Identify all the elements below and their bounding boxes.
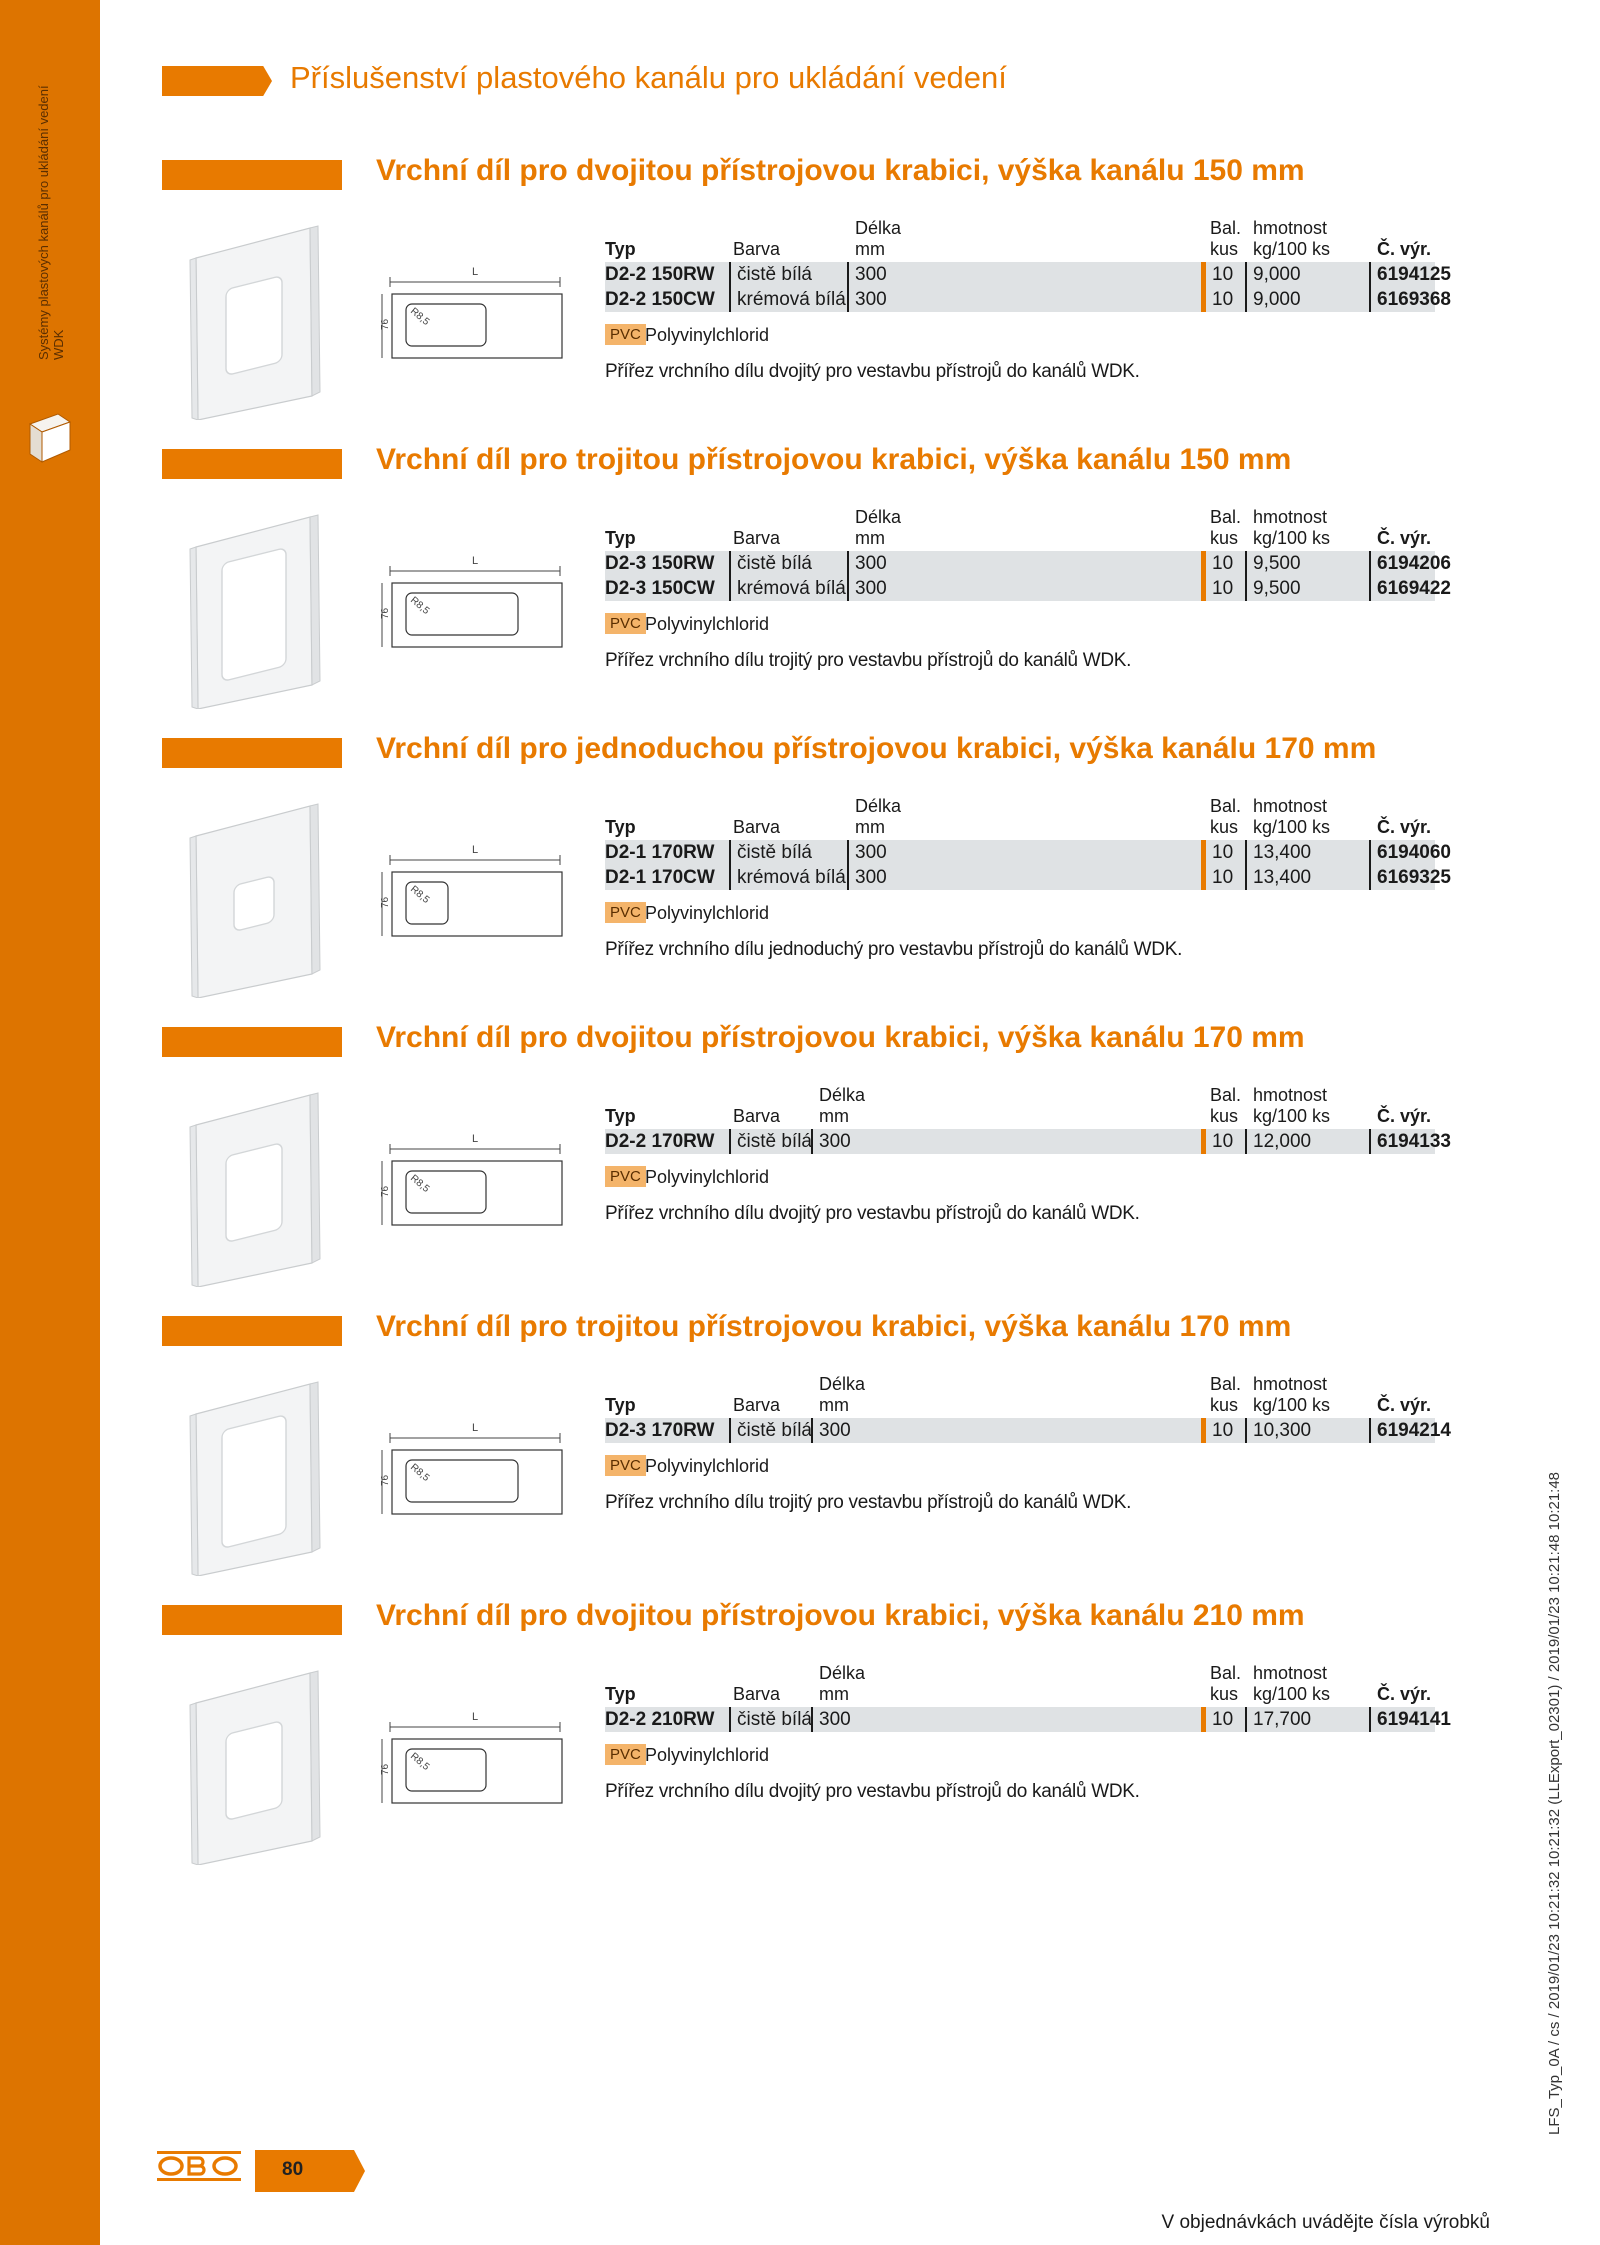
- header-bal-unit: kus: [1210, 817, 1239, 837]
- header-tab: [162, 66, 272, 96]
- section-bar: [162, 1027, 342, 1057]
- material-line: [605, 319, 1435, 351]
- svg-text:L: L: [471, 555, 479, 567]
- header-bal: Bal.: [1210, 507, 1242, 527]
- header-barva: Barva: [733, 239, 781, 259]
- header-typ: Typ: [605, 1106, 636, 1126]
- header-bal-unit: kus: [1210, 1106, 1239, 1126]
- product-image: [188, 1087, 338, 1287]
- svg-text:76: 76: [380, 896, 391, 908]
- header-delka: Délka: [855, 796, 902, 816]
- product-table: [605, 1374, 1451, 1514]
- header-cislo: Č. výr.: [1377, 528, 1432, 548]
- header-hmotnost: hmotnost: [1253, 1085, 1328, 1105]
- cell-hmotnost: 9,000: [1245, 262, 1301, 287]
- section-title: Vrchní díl pro dvojitou přístrojovou krabici, výška kanálu 210 mm: [376, 1599, 1305, 1632]
- header-delka: Délka: [855, 507, 902, 527]
- table-row: [605, 551, 1451, 576]
- cell-delka: 300: [811, 1129, 851, 1154]
- table-row: [605, 1418, 1451, 1443]
- svg-text:L: L: [471, 1422, 479, 1434]
- product-description: Přířez vrchního dílu jednoduchý pro vestavbu přístrojů do kanálů WDK.: [605, 939, 1183, 960]
- svg-text:76: 76: [380, 318, 391, 330]
- cell-cislo: 6194125: [1369, 262, 1451, 287]
- table-row: [605, 1707, 1451, 1732]
- header-hmotnost-unit: kg/100 ks: [1253, 528, 1331, 548]
- product-section-5: [0, 1310, 1600, 1606]
- cell-typ: D2-2 170RW: [605, 1131, 715, 1152]
- technical-drawing: [380, 549, 570, 659]
- header-bal-unit: kus: [1210, 239, 1239, 259]
- header-hmotnost-unit: kg/100 ks: [1253, 1395, 1331, 1415]
- material-line: [605, 608, 1435, 640]
- svg-text:L: L: [471, 266, 479, 278]
- table-row: [605, 287, 1451, 312]
- cell-typ: D2-2 150RW: [605, 264, 715, 285]
- cell-barva: čistě bílá: [729, 1707, 812, 1732]
- header-bal: Bal.: [1210, 796, 1242, 816]
- technical-drawing: [380, 260, 570, 370]
- panel-opening: [226, 1721, 282, 1821]
- cell-hmotnost: 12,000: [1245, 1129, 1311, 1154]
- cell-cislo: 6194141: [1369, 1707, 1451, 1732]
- material-badge: PVC: [605, 1455, 646, 1476]
- cell-typ: D2-2 150CW: [605, 289, 715, 310]
- svg-text:76: 76: [380, 1474, 391, 1486]
- svg-text:76: 76: [380, 607, 391, 619]
- product-image: [188, 798, 338, 998]
- header-typ: Typ: [605, 528, 636, 548]
- panel-opening: [226, 1143, 282, 1243]
- technical-drawing: [380, 1127, 570, 1237]
- header-cislo: Č. výr.: [1377, 817, 1432, 837]
- material-line: [605, 1450, 1435, 1482]
- cell-delka: 300: [811, 1418, 851, 1443]
- header-hmotnost-unit: kg/100 ks: [1253, 239, 1331, 259]
- section-bar: [162, 449, 342, 479]
- material-name: Polyvinylchlorid: [645, 1167, 770, 1187]
- cell-barva: čistě bílá: [729, 551, 812, 576]
- header-delka-unit: mm: [819, 1106, 849, 1126]
- cell-barva: krémová bílá: [729, 865, 846, 890]
- product-description: Přířez vrchního dílu dvojitý pro vestavbu přístrojů do kanálů WDK.: [605, 1203, 1140, 1224]
- header-barva: Barva: [733, 1684, 781, 1704]
- header-delka: Délka: [819, 1085, 866, 1105]
- section-bar: [162, 160, 342, 190]
- header-bal-unit: kus: [1210, 1395, 1239, 1415]
- cell-barva: čistě bílá: [729, 1129, 812, 1154]
- header-delka-unit: mm: [855, 528, 885, 548]
- product-image: [188, 1376, 338, 1576]
- cell-hmotnost: 10,300: [1245, 1418, 1311, 1443]
- table-row: [605, 1129, 1451, 1154]
- product-section-4: [0, 1021, 1600, 1317]
- cell-bal: 10: [1201, 551, 1233, 576]
- header-typ: Typ: [605, 1395, 636, 1415]
- cell-cislo: 6169368: [1369, 287, 1451, 312]
- cell-bal: 10: [1201, 1129, 1233, 1154]
- table-header: [605, 507, 1435, 551]
- panel-opening: [226, 276, 282, 376]
- cell-hmotnost: 13,400: [1245, 865, 1311, 890]
- material-name: Polyvinylchlorid: [645, 1456, 770, 1476]
- table-header: [605, 796, 1435, 840]
- cell-typ: D2-1 170CW: [605, 867, 715, 888]
- cell-bal: 10: [1201, 1707, 1233, 1732]
- header-hmotnost-unit: kg/100 ks: [1253, 1106, 1331, 1126]
- section-bar: [162, 738, 342, 768]
- product-table: [605, 507, 1451, 672]
- product-section-2: [0, 443, 1600, 739]
- header-bal: Bal.: [1210, 218, 1242, 238]
- header-cislo: Č. výr.: [1377, 1395, 1432, 1415]
- cell-delka: 300: [811, 1707, 851, 1732]
- header-bal: Bal.: [1210, 1374, 1242, 1394]
- technical-drawing: [380, 838, 570, 948]
- product-table: [605, 218, 1451, 383]
- product-description: Přířez vrchního dílu trojitý pro vestavbu přístrojů do kanálů WDK.: [605, 650, 1132, 671]
- cell-delka: 300: [847, 262, 887, 287]
- cell-bal: 10: [1201, 1418, 1233, 1443]
- header-cislo: Č. výr.: [1377, 239, 1432, 259]
- section-bar: [162, 1605, 342, 1635]
- header-barva: Barva: [733, 528, 781, 548]
- panel-opening: [222, 548, 286, 682]
- page-number-tab: [255, 2150, 365, 2192]
- material-name: Polyvinylchlorid: [645, 903, 770, 923]
- cell-cislo: 6169325: [1369, 865, 1451, 890]
- cell-delka: 300: [847, 576, 887, 601]
- material-line: [605, 897, 1435, 929]
- header-hmotnost: hmotnost: [1253, 218, 1328, 238]
- panel-opening: [222, 1415, 286, 1549]
- header-hmotnost: hmotnost: [1253, 1663, 1328, 1683]
- panel-opening: [234, 876, 274, 932]
- product-description: Přířez vrchního dílu trojitý pro vestavbu přístrojů do kanálů WDK.: [605, 1492, 1132, 1513]
- cell-barva: čistě bílá: [729, 840, 812, 865]
- header-delka-unit: mm: [855, 817, 885, 837]
- table-row: [605, 262, 1451, 287]
- cell-barva: krémová bílá: [729, 576, 846, 601]
- header-hmotnost: hmotnost: [1253, 796, 1328, 816]
- material-line: [605, 1161, 1435, 1193]
- cell-delka: 300: [847, 551, 887, 576]
- cell-bal: 10: [1201, 576, 1233, 601]
- svg-text:R8,5: R8,5: [408, 883, 432, 906]
- svg-text:76: 76: [380, 1763, 391, 1775]
- header-bal: Bal.: [1210, 1663, 1242, 1683]
- product-table: [605, 1085, 1451, 1225]
- cell-hmotnost: 9,500: [1245, 551, 1301, 576]
- material-name: Polyvinylchlorid: [645, 614, 770, 634]
- table-header: [605, 1085, 1435, 1129]
- cell-hmotnost: 9,500: [1245, 576, 1301, 601]
- header-barva: Barva: [733, 1395, 781, 1415]
- section-title: Vrchní díl pro dvojitou přístrojovou krabici, výška kanálu 170 mm: [376, 1021, 1305, 1054]
- svg-text:R8,5: R8,5: [408, 1461, 432, 1484]
- header-cislo: Č. výr.: [1377, 1684, 1432, 1704]
- material-name: Polyvinylchlorid: [645, 325, 770, 345]
- header-typ: Typ: [605, 1684, 636, 1704]
- header-barva: Barva: [733, 1106, 781, 1126]
- cell-delka: 300: [847, 840, 887, 865]
- cell-bal: 10: [1201, 262, 1233, 287]
- header-bal-unit: kus: [1210, 528, 1239, 548]
- header-typ: Typ: [605, 239, 636, 259]
- header-cislo: Č. výr.: [1377, 1106, 1432, 1126]
- material-badge: PVC: [605, 902, 646, 923]
- cell-hmotnost: 17,700: [1245, 1707, 1311, 1732]
- product-section-3: [0, 732, 1600, 1028]
- cell-hmotnost: 13,400: [1245, 840, 1311, 865]
- product-section-1: [0, 154, 1600, 450]
- cell-cislo: 6194060: [1369, 840, 1451, 865]
- export-meta: LFS_Typ_0A / cs / 2019/01/23 10:21:32 10:21:32 (LLExport_02301) / 2019/01/23 10:21:48 10:21:48: [1546, 1471, 1563, 2135]
- material-name: Polyvinylchlorid: [645, 1745, 770, 1765]
- table-header: [605, 1663, 1435, 1707]
- product-description: Přířez vrchního dílu dvojitý pro vestavbu přístrojů do kanálů WDK.: [605, 1781, 1140, 1802]
- table-row: [605, 576, 1451, 601]
- product-image: [188, 509, 338, 709]
- header-typ: Typ: [605, 817, 636, 837]
- header-delka: Délka: [819, 1374, 866, 1394]
- cell-typ: D2-3 150CW: [605, 578, 715, 599]
- cell-bal: 10: [1201, 287, 1233, 312]
- cell-bal: 10: [1201, 865, 1233, 890]
- cell-delka: 300: [847, 865, 887, 890]
- header-bal: Bal.: [1210, 1085, 1242, 1105]
- svg-text:R8,5: R8,5: [408, 594, 432, 617]
- product-image: [188, 1665, 338, 1865]
- page-number: 80: [282, 2159, 304, 2180]
- table-row: [605, 865, 1451, 890]
- header-hmotnost-unit: kg/100 ks: [1253, 817, 1331, 837]
- svg-text:76: 76: [380, 1185, 391, 1197]
- sidebar-label: Systémy plastových kanálů pro ukládání vedení WDK: [36, 85, 66, 360]
- cell-cislo: 6169422: [1369, 576, 1451, 601]
- header-hmotnost: hmotnost: [1253, 507, 1328, 527]
- section-bar: [162, 1316, 342, 1346]
- product-section-6: [0, 1599, 1600, 1895]
- technical-drawing: [380, 1416, 570, 1526]
- product-description: Přířez vrchního dílu dvojitý pro vestavbu přístrojů do kanálů WDK.: [605, 361, 1140, 382]
- header-hmotnost-unit: kg/100 ks: [1253, 1684, 1331, 1704]
- svg-text:R8,5: R8,5: [408, 1172, 432, 1195]
- header-delka-unit: mm: [855, 239, 885, 259]
- header-hmotnost: hmotnost: [1253, 1374, 1328, 1394]
- svg-text:L: L: [471, 844, 479, 856]
- cell-barva: krémová bílá: [729, 287, 846, 312]
- cell-hmotnost: 9,000: [1245, 287, 1301, 312]
- material-badge: PVC: [605, 1166, 646, 1187]
- table-header: [605, 1374, 1435, 1418]
- page-title: Příslušenství plastového kanálu pro ukládání vedení: [290, 60, 1007, 95]
- obo-logo: [157, 2151, 241, 2181]
- material-badge: PVC: [605, 324, 646, 345]
- section-title: Vrchní díl pro trojitou přístrojovou krabici, výška kanálu 170 mm: [376, 1310, 1292, 1343]
- product-table: [605, 1663, 1451, 1803]
- cell-bal: 10: [1201, 840, 1233, 865]
- table-row: [605, 840, 1451, 865]
- cell-delka: 300: [847, 287, 887, 312]
- section-title: Vrchní díl pro jednoduchou přístrojovou krabici, výška kanálu 170 mm: [376, 732, 1377, 765]
- cell-cislo: 6194133: [1369, 1129, 1451, 1154]
- svg-text:L: L: [471, 1133, 479, 1145]
- product-image: [188, 220, 338, 420]
- cell-cislo: 6194214: [1369, 1418, 1451, 1443]
- header-delka-unit: mm: [819, 1395, 849, 1415]
- section-title: Vrchní díl pro trojitou přístrojovou krabici, výška kanálu 150 mm: [376, 443, 1292, 476]
- cell-typ: D2-3 170RW: [605, 1420, 715, 1441]
- header-barva: Barva: [733, 817, 781, 837]
- cell-barva: čistě bílá: [729, 262, 812, 287]
- footer-note: V objednávkách uvádějte čísla výrobků: [1161, 2212, 1490, 2233]
- header-delka: Délka: [855, 218, 902, 238]
- header-delka-unit: mm: [819, 1684, 849, 1704]
- cell-cislo: 6194206: [1369, 551, 1451, 576]
- cell-typ: D2-1 170RW: [605, 842, 715, 863]
- technical-drawing: [380, 1705, 570, 1815]
- svg-text:R8,5: R8,5: [408, 305, 432, 328]
- table-header: [605, 218, 1435, 262]
- material-badge: PVC: [605, 1744, 646, 1765]
- product-table: [605, 796, 1451, 961]
- material-line: [605, 1739, 1435, 1771]
- header-delka: Délka: [819, 1663, 866, 1683]
- cell-typ: D2-3 150RW: [605, 553, 715, 574]
- material-badge: PVC: [605, 613, 646, 634]
- section-title: Vrchní díl pro dvojitou přístrojovou krabici, výška kanálu 150 mm: [376, 154, 1305, 187]
- svg-text:L: L: [471, 1711, 479, 1723]
- header-bal-unit: kus: [1210, 1684, 1239, 1704]
- cell-barva: čistě bílá: [729, 1418, 812, 1443]
- svg-text:R8,5: R8,5: [408, 1750, 432, 1773]
- cell-typ: D2-2 210RW: [605, 1709, 715, 1730]
